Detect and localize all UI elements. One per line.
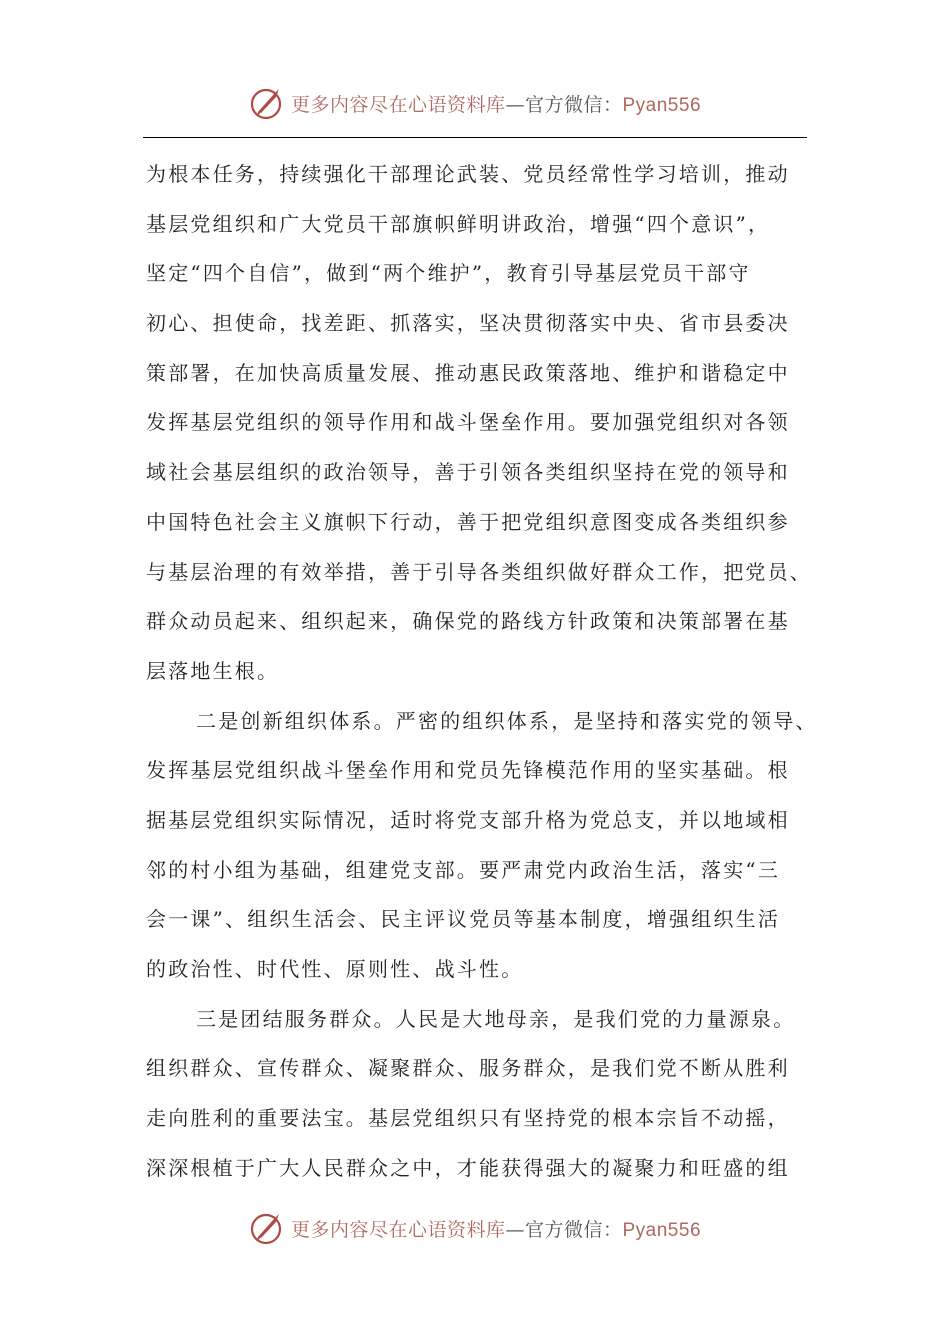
text-line: 基层党组织和广大党员干部旗帜鲜明讲政治，增强“四个意识”， — [146, 211, 771, 236]
banner-brand: 更多内容尽在心语资料库 — [290, 93, 506, 116]
text-line: 组织群众、宣传群众、凝聚群众、服务群众，是我们党不断从胜利 — [146, 1056, 790, 1081]
header-divider — [143, 137, 807, 138]
banner-wechat-label: 官方微信： — [524, 1218, 623, 1241]
quill-pen-logo-icon — [249, 85, 285, 121]
text-line: 发挥基层党组织的领导作用和战斗堡垒作用。要加强党组织对各领 — [146, 410, 790, 435]
text-line: 的政治性、时代性、原则性、战斗性。 — [146, 957, 524, 981]
header-banner — [0, 83, 950, 123]
document-body — [146, 150, 818, 1193]
text-line: 发挥基层党组织战斗堡垒作用和党员先锋模范作用的坚实基础。根 — [146, 758, 790, 783]
paragraph-start-line: 三是团结服务群众。人民是大地母亲，是我们党的力量源泉。 — [196, 1006, 796, 1031]
banner-separator: — — [505, 1218, 525, 1241]
text-line: 群众动员起来、组织起来，确保党的路线方针政策和决策部署在基 — [146, 609, 790, 634]
text-line: 为根本任务，持续强化干部理论武装、党员经常性学习培训，推动 — [146, 162, 790, 186]
text-line: 策部署，在加快高质量发展、推动惠民政策落地、维护和谐稳定中 — [146, 360, 790, 385]
text-line: 层落地生根。 — [146, 658, 280, 683]
text-line: 与基层治理的有效举措，善于引导各类组织做好群众工作，把党员、 — [146, 559, 812, 584]
banner-wechat-label: 官方微信： — [524, 93, 623, 116]
banner-brand: 更多内容尽在心语资料库 — [290, 1218, 506, 1241]
text-line: 坚定“四个自信”，做到“两个维护”，教育引导基层党员干部守 — [146, 261, 751, 286]
text-line: 深深根植于广大人民群众之中，才能获得强大的凝聚力和旺盛的组 — [146, 1155, 790, 1180]
text-line: 走向胜利的重要法宝。基层党组织只有坚持党的根本宗旨不动摇， — [146, 1106, 790, 1131]
quill-pen-logo-icon — [249, 1210, 285, 1246]
footer-banner — [0, 1208, 950, 1248]
text-line: 中国特色社会主义旗帜下行动，善于把党组织意图变成各类组织参 — [146, 509, 790, 534]
paragraph-start-line: 二是创新组织体系。严密的组织体系，是坚持和落实党的领导、 — [196, 708, 818, 733]
text-line: 据基层党组织实际情况，适时将党支部升格为党总支，并以地域相 — [146, 807, 790, 832]
banner-text — [291, 90, 701, 117]
text-line: 域社会基层组织的政治领导，善于引领各类组织坚持在党的领导和 — [146, 460, 790, 485]
text-line: 邻的村小组为基础，组建党支部。要严肃党内政治生活，落实“三 — [146, 857, 781, 882]
banner-wechat-id: Pyan556 — [622, 1219, 702, 1241]
banner-separator: — — [505, 93, 525, 116]
banner-text — [291, 1215, 701, 1242]
text-line: 初心、担使命，找差距、抓落实，坚决贯彻落实中央、省市县委决 — [146, 311, 790, 336]
text-line: 会一课”、组织生活会、民主评议党员等基本制度，增强组织生活 — [146, 907, 781, 932]
banner-wechat-id: Pyan556 — [622, 94, 702, 116]
